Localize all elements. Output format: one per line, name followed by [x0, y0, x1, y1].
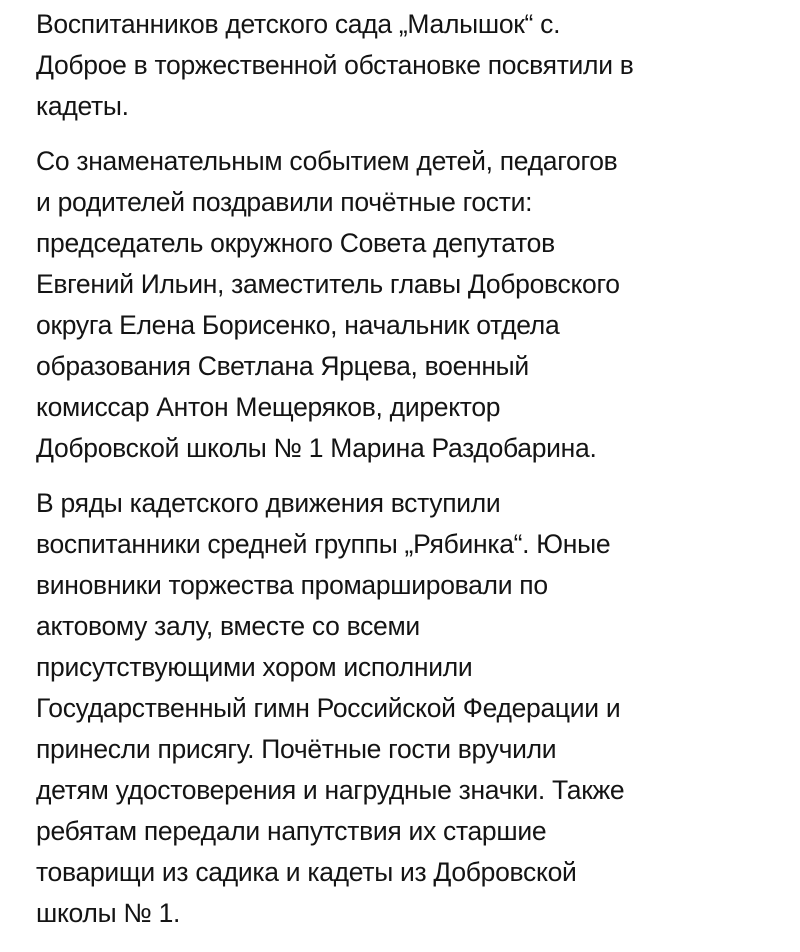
article-paragraph-intro: Воспитанников детского сада „Малышок“ с. Доброе в торжественной обстановке посвятили в кадеты.: [36, 9, 634, 121]
article-paragraph-ceremony: В ряды кадетского движения вступили воспитанники средней группы „Рябинка“. Юные виновники торжества промаршировали по актовому залу, вместе со всеми присутствующими хором исполнили Государственный гимн Российской Федерации и принесли присягу. Почётные гости вручили детям удостоверения и нагрудные значки. Также ребятам передали напутствия их старшие товарищи из садика и кадеты из Добровской школы № 1.: [36, 488, 625, 928]
article-paragraph-guests: Со знаменательным событием детей, педагогов и родителей поздравили почётные гости: председатель окружного Совета депутатов Евгений Ильин, заместитель главы Добровского округа Елена Борисенко, начальник отдела образования Светлана Ярцева, военный комиссар Антон Мещеряков, директор Добровской школы № 1 Марина Раздобарина.: [36, 146, 620, 463]
